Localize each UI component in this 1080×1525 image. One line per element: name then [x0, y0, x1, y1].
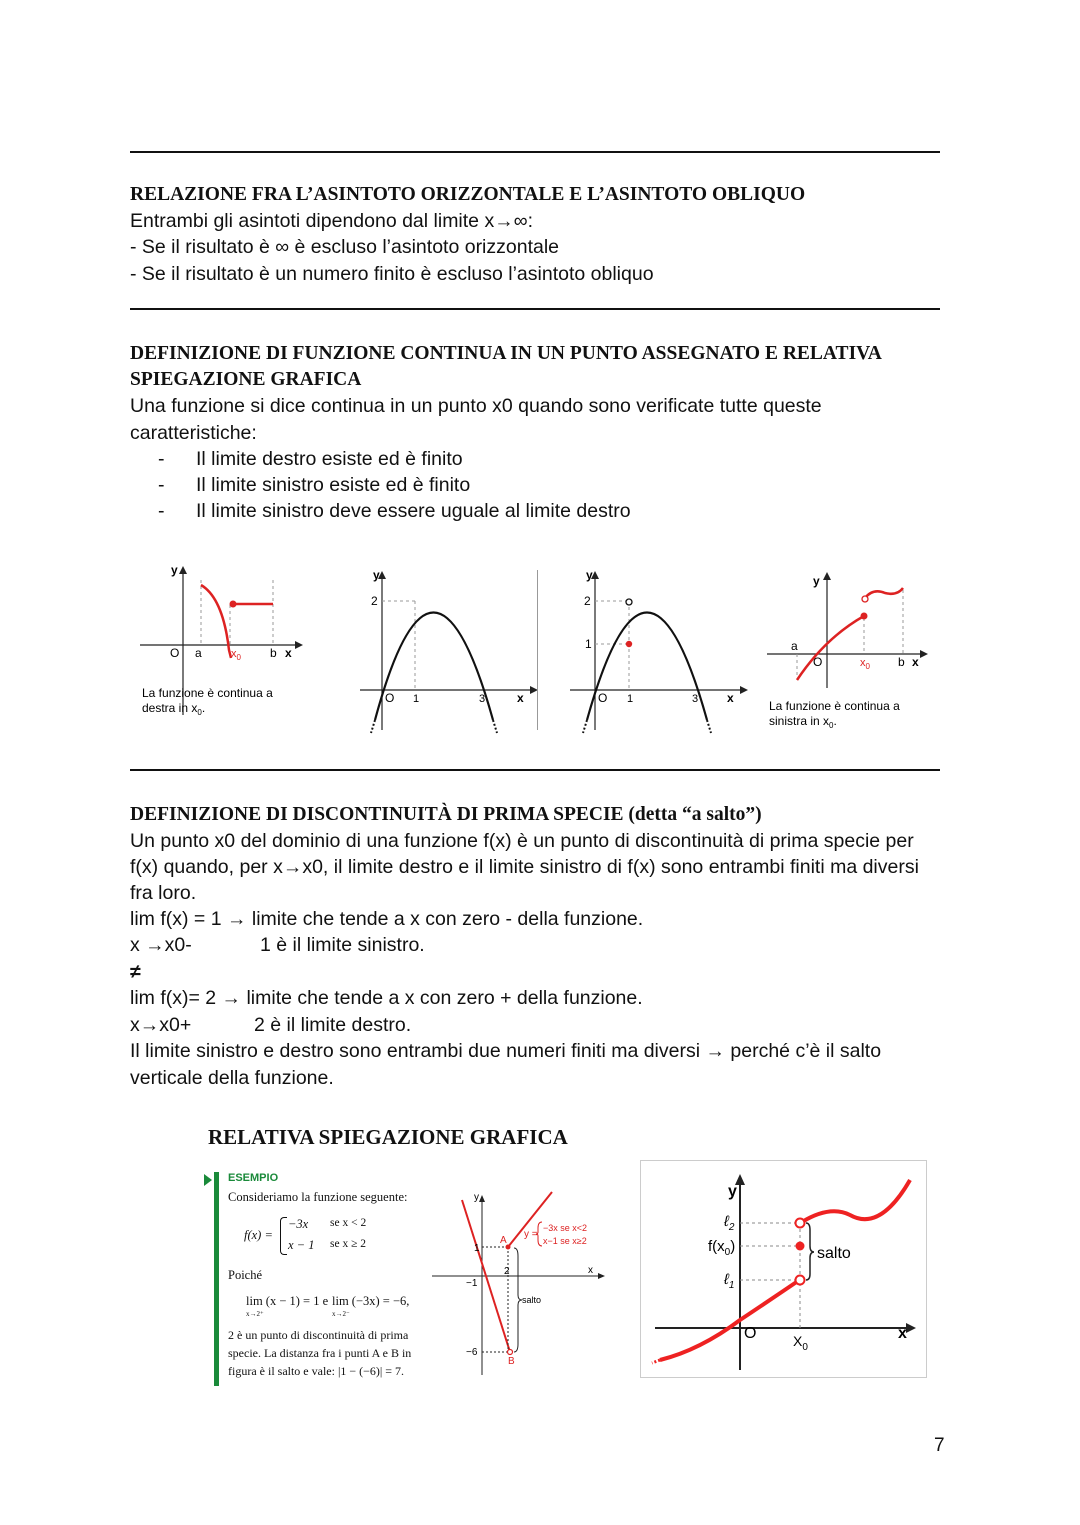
- axis-label: O: [170, 646, 180, 660]
- x0-sub: 0: [802, 1342, 808, 1353]
- l1-label: ℓ: [724, 1271, 729, 1288]
- example-bar: [214, 1172, 219, 1386]
- section-title-continua-2: SPIEGAZIONE GRAFICA: [130, 369, 362, 390]
- formula-fx: f(x) =: [244, 1228, 273, 1242]
- axis-label: y: [813, 574, 820, 588]
- bullet-item: - Il limite destro esiste ed è finito: [158, 448, 463, 470]
- caption-text: sinistra in x: [769, 714, 830, 728]
- axis-label: 1: [413, 693, 420, 705]
- graph-continua-destra: [135, 560, 315, 725]
- section-title-continua: DEFINIZIONE DI FUNZIONE CONTINUA IN UN PUNTO ASSEGNATO E RELATIVA: [130, 343, 882, 364]
- axis-label: a: [195, 646, 202, 660]
- limit-2-sub: x→2⁻: [332, 1310, 350, 1318]
- caption: La funzione è continua a: [769, 699, 900, 713]
- paragraph-line: Entrambi gli asintoti dipendono dal limite x→∞:: [130, 210, 534, 232]
- axis-label: y: [474, 1192, 479, 1203]
- example-conclusion: specie. La distanza fra i punti A e B in: [228, 1346, 412, 1360]
- fx0-label: f(x: [708, 1238, 725, 1255]
- bullet-text: Il limite destro esiste ed è finito: [196, 448, 463, 470]
- axis-label: 2: [504, 1266, 510, 1277]
- paragraph-line: Una funzione si dice continua in un punto x0 quando sono verificate tutte queste: [130, 395, 822, 417]
- paragraph-line: x →x0-: [130, 934, 192, 956]
- paragraph-line: 2 è il limite destro.: [254, 1014, 412, 1036]
- divider: [130, 308, 940, 310]
- paragraph-line: fra loro.: [130, 882, 197, 904]
- paragraph-line: ≠: [130, 961, 141, 983]
- axis-label: O: [744, 1325, 757, 1342]
- example-label: ESEMPIO: [228, 1172, 279, 1184]
- case-1: −3x: [288, 1217, 309, 1231]
- caption: La funzione è continua a: [142, 686, 273, 700]
- poiche: Poiché: [228, 1268, 263, 1282]
- axis-label: x: [727, 691, 734, 705]
- axis-label: [860, 657, 871, 671]
- axis-label: y: [171, 563, 178, 577]
- axis-label: −6: [466, 1347, 478, 1358]
- divider: [130, 769, 940, 771]
- axis-label: b: [270, 646, 277, 660]
- x0-sub: 0: [236, 653, 241, 662]
- limit-2: lim (−3x) = −6,: [332, 1294, 410, 1308]
- axis-label: x: [912, 655, 919, 669]
- bullet-text: Il limite sinistro esiste ed è finito: [196, 474, 471, 496]
- cond-1: se x < 2: [330, 1217, 367, 1229]
- axis-label: 3: [479, 693, 486, 705]
- paragraph-line: caratteristiche:: [130, 422, 257, 444]
- point-b: B: [508, 1356, 515, 1367]
- equation-case: x−1 se x≥2: [543, 1236, 587, 1246]
- axis-label: x: [898, 1325, 907, 1342]
- caption: [769, 714, 837, 730]
- axis-label: 3: [692, 693, 699, 705]
- caption-sub: 0: [829, 721, 834, 730]
- paragraph-line: 1 è il limite sinistro.: [260, 934, 425, 956]
- limit-1-sub: x→2⁺: [246, 1310, 264, 1318]
- caption-sub: 0: [197, 708, 202, 717]
- graph-continua-sinistra: [765, 568, 945, 733]
- graph-parabola-discontinua: [565, 565, 750, 735]
- paragraph-line: Un punto x0 del dominio di una funzione f(x) è un punto di discontinuità di prima specie per: [130, 830, 914, 852]
- example-intro: Consideriamo la funzione seguente:: [228, 1190, 408, 1204]
- brace: [280, 1217, 287, 1255]
- caption-text: destra in x: [142, 701, 198, 715]
- paragraph-line: - Se il risultato è un numero finito è escluso l’asintoto obliquo: [130, 263, 654, 285]
- axis-label: y: [728, 1183, 737, 1200]
- paragraph-line: lim f(x)= 2 → limite che tende a x con zero + della funzione.: [130, 987, 643, 1009]
- axis-label: y: [586, 568, 593, 582]
- caption-end: .: [833, 714, 837, 728]
- fx0-sub: 0: [724, 1247, 731, 1258]
- example-marker-icon: [204, 1174, 212, 1186]
- paragraph-line: - Se il risultato è ∞ è escluso l’asintoto orizzontale: [130, 236, 560, 258]
- axis-label: a: [791, 639, 798, 653]
- section-title-asintoti: RELAZIONE FRA L’ASINTOTO ORIZZONTALE E L’ASINTOTO OBLIQUO: [130, 184, 806, 205]
- x0-sub: 0: [865, 662, 870, 671]
- axis-label: b: [898, 655, 905, 669]
- l2-label: ℓ: [724, 1213, 729, 1230]
- paragraph-line: Il limite sinistro e destro sono entrambi due numeri finiti ma diversi → perché c’è il salto: [130, 1040, 882, 1062]
- equation-case: −3x se x<2: [543, 1223, 588, 1233]
- cond-2: se x ≥ 2: [330, 1238, 367, 1250]
- limit-1: lim (x − 1) = 1 e: [246, 1294, 329, 1308]
- bullet-item: - Il limite sinistro esiste ed è finito: [158, 474, 471, 496]
- example-conclusion: figura è il salto e vale: |1 − (−6)| = 7.: [228, 1364, 405, 1378]
- axis-label: O: [813, 655, 823, 669]
- axis-label: −1: [466, 1278, 478, 1289]
- paragraph-line: verticale della funzione.: [130, 1067, 334, 1089]
- graph-esempio-salto: [432, 1190, 612, 1380]
- axis-label: x: [588, 1265, 593, 1276]
- divider: [130, 151, 940, 153]
- axis-label: 2: [371, 594, 378, 608]
- l1-sub: 1: [728, 1280, 735, 1291]
- x0-label: x: [860, 657, 866, 669]
- axis-label: 2: [584, 594, 591, 608]
- paragraph-line: lim f(x) = 1 → limite che tende a x con zero - della funzione.: [130, 908, 644, 930]
- caption-end: .: [201, 701, 206, 715]
- subtitle-grafica: RELATIVA SPIEGAZIONE GRAFICA: [208, 1125, 568, 1149]
- salto-label: salto: [522, 1295, 542, 1305]
- case-2: x − 1: [288, 1238, 315, 1252]
- bullet-text: Il limite sinistro deve essere uguale al limite destro: [196, 500, 631, 522]
- point-a: A: [500, 1235, 507, 1246]
- axis-label: O: [598, 691, 608, 705]
- caption: [142, 701, 205, 717]
- graph-salto: [640, 1160, 927, 1378]
- axis-label: 1: [474, 1243, 480, 1254]
- paragraph-line: x→x0+: [130, 1014, 192, 1036]
- paragraph-line: f(x) quando, per x→x0, il limite destro e il limite sinistro di f(x) sono entrambi finiti ma diversi: [130, 856, 919, 878]
- x0-label: x: [231, 648, 237, 660]
- x0-label: X: [793, 1333, 803, 1349]
- axis-label: [231, 648, 242, 662]
- graph-separator: [537, 570, 538, 730]
- axis-label: y: [373, 568, 380, 582]
- equation-label: y =: [524, 1229, 538, 1240]
- graph-parabola-continua: [355, 565, 540, 735]
- axis-label: 1: [627, 693, 634, 705]
- axis-label: O: [385, 691, 395, 705]
- example-conclusion: 2 è un punto di discontinuità di prima: [228, 1328, 409, 1342]
- example-box: [200, 1168, 425, 1390]
- section-title-discontinuita: DEFINIZIONE DI DISCONTINUITÀ DI PRIMA SPECIE (detta “a salto”): [130, 804, 762, 825]
- salto-label: salto: [817, 1245, 851, 1262]
- axis-label: x: [285, 646, 292, 660]
- l2-sub: 2: [728, 1222, 735, 1233]
- axis-label: x: [517, 691, 524, 705]
- fx0-end: ): [730, 1238, 736, 1255]
- page-number: 7: [934, 1435, 945, 1456]
- bullet-item: - Il limite sinistro deve essere uguale al limite destro: [158, 500, 631, 522]
- axis-label: 1: [585, 637, 592, 651]
